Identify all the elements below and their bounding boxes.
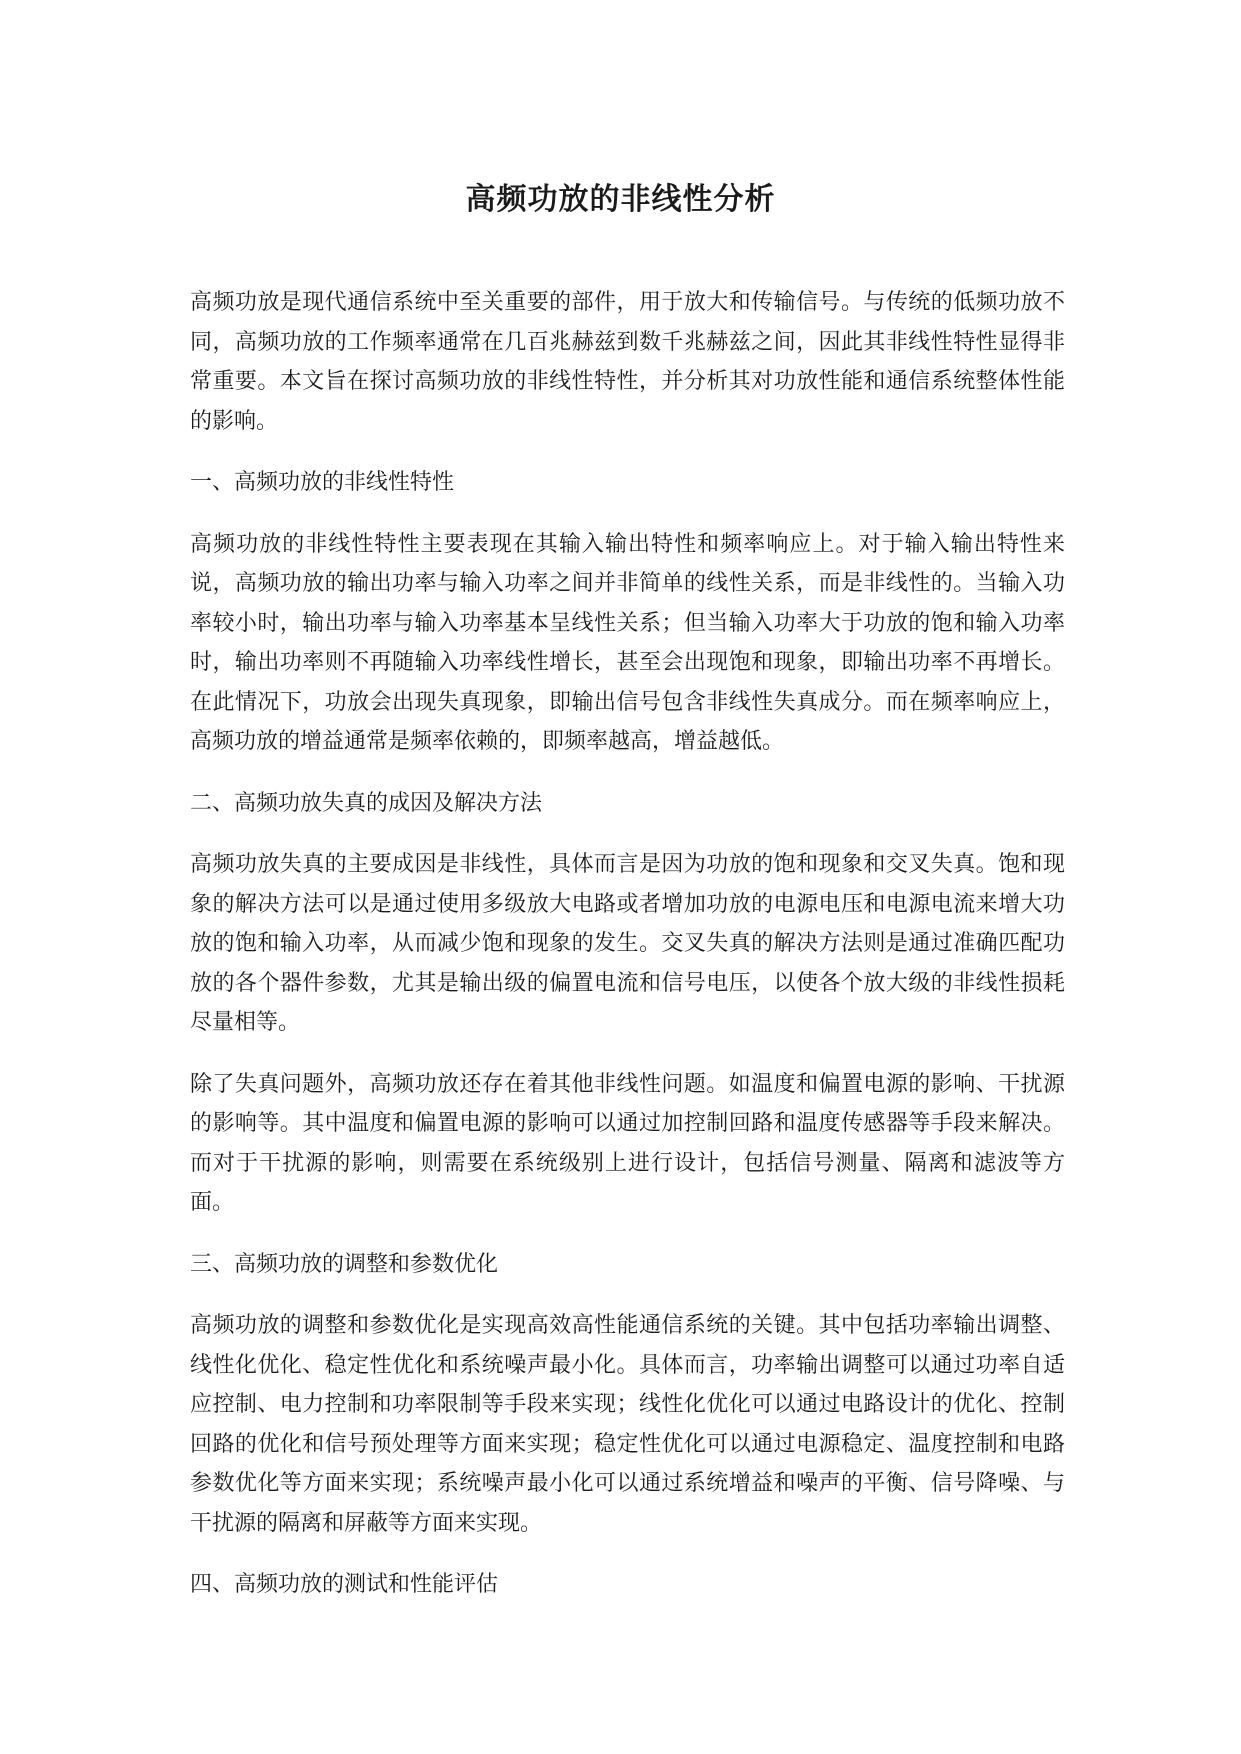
intro-paragraph: 高频功放是现代通信系统中至关重要的部件，用于放大和传输信号。与传统的低频功放不同，高频功放的工作频率通常在几百兆赫兹到数千兆赫兹之间，因此其非线性特性显得非常重要。本文旨在探讨高频功放的非线性特性，并分析其对功放性能和通信系统整体性能的影响。 xyxy=(190,290,1065,434)
section-heading-4: 四、高频功放的测试和性能评估 xyxy=(190,1572,499,1597)
document-body xyxy=(190,283,1065,1627)
section-heading-2: 二、高频功放失真的成因及解决方法 xyxy=(190,790,543,816)
section-2-paragraph-2: 除了失真问题外，高频功放还存在着其他非线性问题。如温度和偏置电源的影响、干扰源的影响等。其中温度和偏置电源的影响可以通过加控制回路和温度传感器等手段来解决。而对于干扰源的影响，则需要在系统级别上进行设计，包括信号测量、隔离和滤波等方面。 xyxy=(190,1071,1065,1215)
section-1-paragraph: 高频功放的非线性特性主要表现在其输入输出特性和频率响应上。对于输入输出特性来说，高频功放的输出功率与输入功率之间并非简单的线性关系，而是非线性的。当输入功率较小时，输出功率与输入功率基本呈线性关系；但当输入功率大于功放的饱和输入功率时，输出功率则不再随输入功率线性增长，甚至会出现饱和现象，即输出功率不再增长。在此情况下，功放会出现失真现象，即输出信号包含非线性失真成分。而在频率响应上，高频功放的增益通常是频率依赖的，即频率越高，增益越低。 xyxy=(190,531,1065,754)
document-title: 高频功放的非线性分析 xyxy=(465,182,776,217)
section-heading-1: 一、高频功放的非线性特性 xyxy=(190,470,455,495)
section-2-paragraph-1: 高频功放失真的主要成因是非线性，具体而言是因为功放的饱和现象和交叉失真。饱和现象的解决方法可以是通过使用多级放大电路或者增加功放的电源电压和电源电流来增大功放的饱和输入功率，从而减少饱和现象的发生。交叉失真的解决方法则是通过准确匹配功放的各个器件参数，尤其是输出级的偏置电流和信号电压，以使各个放大级的非线性损耗尽量相等。 xyxy=(190,852,1065,1035)
section-heading-3: 三、高频功放的调整和参数优化 xyxy=(190,1251,499,1277)
section-3-paragraph: 高频功放的调整和参数优化是实现高效高性能通信系统的关键。其中包括功率输出调整、线性化优化、稳定性优化和系统噪声最小化。具体而言，功率输出调整可以通过功率自适应控制、电力控制和功率限制等手段来实现；线性化优化可以通过电路设计的优化、控制回路的优化和信号预处理等方面来实现；稳定性优化可以通过电源稳定、温度控制和电路参数优化等方面来实现；系统噪声最小化可以通过系统增益和噪声的平衡、信号降噪、与干扰源的隔离和屏蔽等方面来实现。 xyxy=(190,1313,1065,1536)
